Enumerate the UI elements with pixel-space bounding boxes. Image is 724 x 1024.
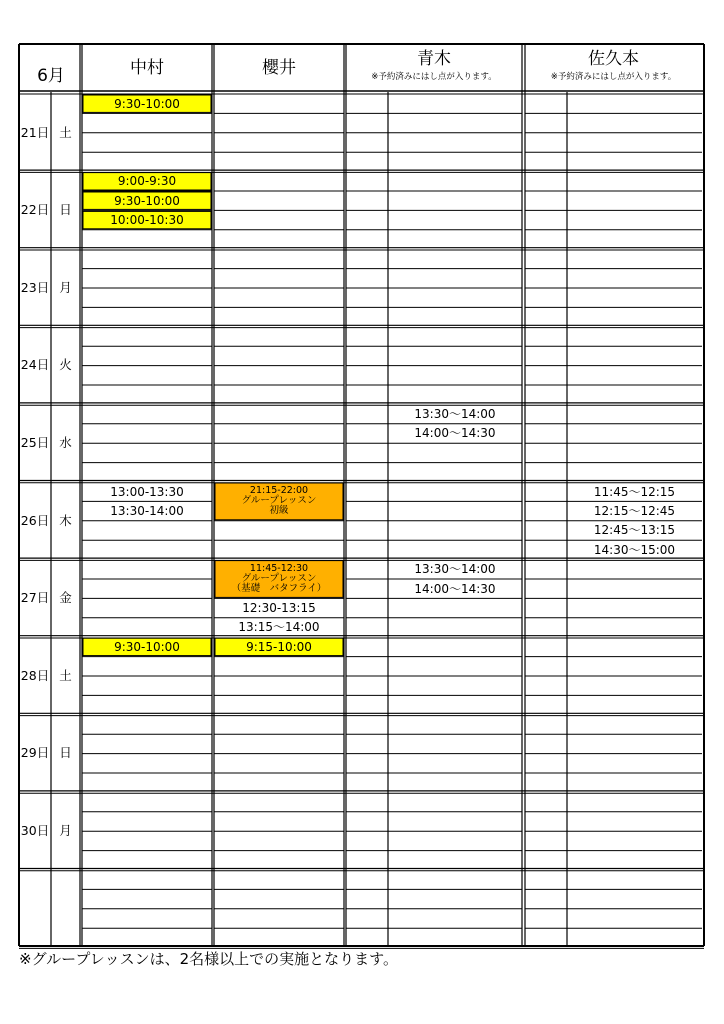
- time-slot-aoki: 14:00～14:30: [414, 426, 496, 441]
- column-note-sakumoto: ※予約済みにはし点が入ります。: [550, 72, 677, 82]
- column-header-sakurai: 櫻井: [262, 58, 296, 78]
- time-slot-sakurai: 21:15-22:00 グループレッスン 初級: [241, 485, 317, 517]
- time-slot-nakamura: 9:30-10:00: [114, 639, 180, 654]
- time-slot-sakumoto: 12:15～12:45: [593, 504, 676, 519]
- day-date: [19, 870, 51, 948]
- time-slot-nakamura: 13:00-13:30: [110, 484, 184, 499]
- month-label: 6月: [37, 66, 65, 86]
- day-date: 22日: [20, 202, 50, 218]
- time-slot-nakamura: 10:00-10:30: [110, 213, 184, 228]
- day-date: 24日: [20, 357, 50, 373]
- time-slot-nakamura: 9:30-10:00: [114, 193, 180, 208]
- day-date: 27日: [20, 590, 50, 606]
- footnote: ※グループレッスンは、2名様以上での実施となります。: [19, 950, 398, 968]
- day-of-week: 水: [59, 434, 72, 450]
- day-of-week: [51, 870, 80, 948]
- day-of-week: 土: [59, 667, 72, 683]
- time-slot-aoki: 14:00～14:30: [414, 581, 496, 596]
- day-date: 21日: [20, 124, 50, 140]
- time-slot-sakurai: 13:15～14:00: [238, 620, 320, 635]
- column-note-aoki: ※予約済みにはし点が入ります。: [371, 72, 497, 82]
- day-of-week: 火: [59, 357, 72, 373]
- time-slot-sakurai: 9:15-10:00: [246, 639, 312, 654]
- column-header-aoki: 青木: [417, 49, 451, 69]
- day-of-week: 土: [59, 124, 72, 140]
- day-of-week: 日: [59, 202, 72, 218]
- time-slot-sakumoto: 11:45～12:15: [593, 484, 676, 499]
- time-slot-nakamura: 9:30-10:00: [114, 96, 180, 111]
- time-slot-sakumoto: 12:45～13:15: [593, 523, 676, 538]
- day-of-week: 月: [59, 279, 72, 295]
- time-slot-aoki: 13:30～14:00: [414, 562, 496, 577]
- day-date: 28日: [20, 667, 50, 683]
- time-slot-sakurai: 12:30-13:15: [242, 601, 316, 616]
- day-date: 30日: [20, 822, 50, 838]
- time-slot-nakamura: 13:30-14:00: [110, 504, 184, 519]
- column-header-sakumoto: 佐久本: [588, 49, 639, 69]
- time-slot-sakurai: 11:45-12:30 グループレッスン （基礎 バタフライ）: [231, 562, 327, 594]
- column-header-nakamura: 中村: [130, 58, 164, 78]
- day-of-week: 日: [59, 745, 72, 761]
- day-of-week: 金: [59, 590, 72, 606]
- time-slot-sakumoto: 14:30～15:00: [593, 542, 676, 557]
- day-date: 29日: [20, 745, 50, 761]
- day-of-week: 月: [59, 822, 72, 838]
- time-slot-aoki: 13:30～14:00: [414, 407, 496, 422]
- day-date: 26日: [20, 512, 50, 528]
- day-of-week: 木: [59, 512, 72, 528]
- day-date: 23日: [20, 279, 50, 295]
- day-date: 25日: [20, 434, 50, 450]
- time-slot-nakamura: 9:00-9:30: [117, 174, 177, 189]
